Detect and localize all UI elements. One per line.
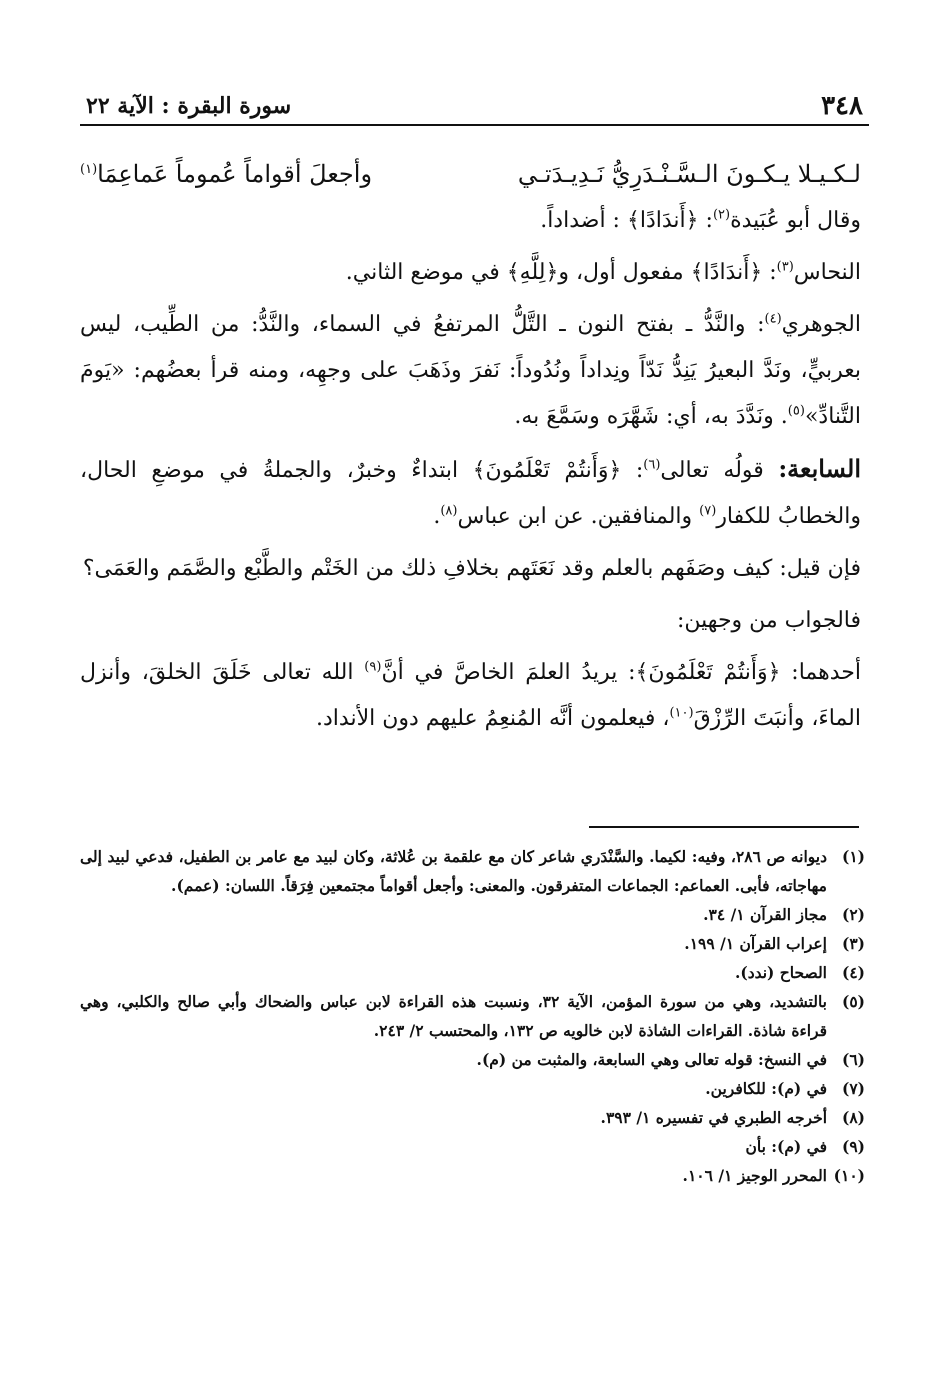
footnote-number: (٤) xyxy=(841,963,865,982)
footnote-text: بالتشديد، وهي من سورة المؤمن، الآية ٣٢، ونسبت هذه القراءة لابن عباس والضحاك وأبي صالح والكلبي، وهي قراءة شاذة. القراءات الشاذة لابن خالويه ص ١٣٢، والمحتسب ٢/ ٢٤٣. xyxy=(80,992,827,1040)
footnote xyxy=(80,1103,865,1132)
footnote-text: في (م): للكافرين. xyxy=(705,1079,827,1098)
footnote-number: (٦) xyxy=(841,1050,865,1069)
footnote-ref[interactable]: (٥) xyxy=(787,403,805,419)
footnote-number: (٣) xyxy=(841,934,865,953)
main-text xyxy=(80,150,861,748)
paragraph-nahhas xyxy=(80,250,861,296)
paragraph-text: أحدهما: ﴿وَأَنتُمْ تَعْلَمُونَ﴾: يريدُ العلمَ الخاصَّ في أنَّ xyxy=(381,660,861,685)
footnote-text: المحرر الوجيز ١/ ١٠٦. xyxy=(682,1166,827,1185)
footnote-ref[interactable]: (٤) xyxy=(764,311,782,327)
footnote xyxy=(80,929,865,958)
footnote-ref[interactable]: (٢) xyxy=(712,207,731,223)
verse-second-text: وأجعلَ أقواماً عُموماً عَماعِمَا xyxy=(97,160,373,188)
footnote-text: إعراب القرآن ١/ ١٩٩. xyxy=(684,934,827,953)
footnote-ref[interactable]: (٨) xyxy=(440,503,458,519)
footnote-text: الصحاح (ندد). xyxy=(734,963,827,982)
footnote-ref[interactable]: (٦) xyxy=(643,457,661,473)
paragraph-seventh xyxy=(80,446,861,540)
footnote-number: (٥) xyxy=(841,992,865,1011)
paragraph-text: الجوهري xyxy=(781,312,861,337)
footnote-number: (٢) xyxy=(841,905,865,924)
paragraph-text: . xyxy=(433,504,441,529)
footnote-text: أخرجه الطبري في تفسيره ١/ ٣٩٣. xyxy=(600,1108,827,1127)
page-number: ٣٤٨ xyxy=(821,91,863,121)
footnote-ref[interactable]: (١٠) xyxy=(669,705,694,721)
footnote xyxy=(80,958,865,987)
paragraph-text: . ونَدَّدَ به، أي: شَهَّرَه وسَمَّعَ به. xyxy=(514,404,788,429)
footnote xyxy=(80,1161,865,1190)
footnote-number: (١٠) xyxy=(833,1166,865,1185)
footnote-text: في (م): بأن xyxy=(745,1137,827,1156)
paragraph-text: وقال أبو عُبَيدة xyxy=(730,208,861,233)
paragraph-text: قولُه تعالى xyxy=(660,458,779,483)
running-title: سورة البقرة : الآية ٢٢ xyxy=(86,93,292,119)
footnote xyxy=(80,1074,865,1103)
paragraph-text: : ﴿أَندَادًا﴾ : أضداداً. xyxy=(540,208,713,233)
paragraph-abu-ubaida xyxy=(80,198,861,244)
section-lead: السابعة: xyxy=(778,454,861,483)
footnote-number: (٨) xyxy=(841,1108,865,1127)
paragraph-text: : ﴿وَأَنتُمْ تَعْلَمُونَ﴾ ابتداءٌ وخبرٌ، والجملةُ في موضعِ الحال، والخطابُ للكفار xyxy=(80,458,861,529)
paragraph-first-answer xyxy=(80,650,861,742)
footnote-ref[interactable]: (٧) xyxy=(699,503,717,519)
paragraph-text: والمنافقين. عن ابن عباس xyxy=(457,504,700,529)
paragraph-text: : والنَّدُّ ـ بفتح النون ـ التَّلُّ المرتفعُ في السماء، والنَّدُّ: من الطِّيب، ليس بعربيٍّ، ونَدَّ البعيرُ يَنِدُّ نَدّاً ونِداداً ونُدُوداً: نَفرَ وذَهَبَ على وجهِه، ومنه قرأ بعضُهم: «يَومَ التَّنادِّ» xyxy=(80,312,861,429)
footnote-number: (١) xyxy=(841,847,865,866)
footnote-ref[interactable]: (١) xyxy=(80,162,98,177)
paragraph-question: فإن قيل: كيف وصَفَهم بالعلم وقد نَعَتَهم بخلافِ ذلك من الخَتْم والطَّبْع والصَّمَم والعَمَى؟ xyxy=(82,556,861,581)
paragraph-jawhari xyxy=(80,302,861,440)
paragraph-text: النحاس xyxy=(793,260,861,285)
paragraph-text: ، فيعلمون أنَّه المُنعِمُ عليهم دون الأنداد. xyxy=(316,706,670,731)
footnote-divider xyxy=(589,826,859,828)
footnote-text: ديوانه ص ٢٨٦، وفيه: لكيما. والسَّنْدَري شاعر كان مع علقمة بن عُلاثة، وكان لبيد مع عامر بن الطفيل، فدعي لبيد إلى مهاجاته، فأبى. العماعم: الجماعات المتفرقون. والمعنى: وأجعل أقواماً مجتمعين فِرَقاً. اللسان: (عمم). xyxy=(80,847,827,895)
footnote-number: (٩) xyxy=(841,1137,865,1156)
footnote xyxy=(80,1045,865,1074)
poetry-verse xyxy=(80,150,861,198)
footnote xyxy=(80,987,865,1045)
footnote-ref[interactable]: (٩) xyxy=(364,659,382,675)
footnote-text: في النسخ: قوله تعالى وهي السابعة، والمثبت من (م). xyxy=(476,1050,827,1069)
footnote xyxy=(80,842,865,900)
page-header xyxy=(80,82,869,126)
paragraph-answer-intro: فالجواب من وجهين: xyxy=(677,608,861,633)
footnote xyxy=(80,900,865,929)
footnote-text: مجاز القرآن ١/ ٣٤. xyxy=(703,905,827,924)
footnote-number: (٧) xyxy=(841,1079,865,1098)
footnotes xyxy=(80,842,865,1190)
footnote-ref[interactable]: (٣) xyxy=(776,259,794,275)
paragraph-text: : ﴿أَندَادًا﴾ مفعول أول، و﴿لِلَّهِ﴾ في موضع الثاني. xyxy=(345,260,777,285)
verse-second-hemistich xyxy=(80,150,372,198)
verse-first-hemistich: لـكـيـلا يـكـونَ الـسَّـنْـدَرِيُّ نَـدِيـدَتـي xyxy=(517,160,861,188)
paragraph-text: الله تعالى خَلَقَ الخلقَ، وأنزل الماءَ، وأنبَتَ الرِّزْقَ xyxy=(80,660,861,731)
footnote xyxy=(80,1132,865,1161)
